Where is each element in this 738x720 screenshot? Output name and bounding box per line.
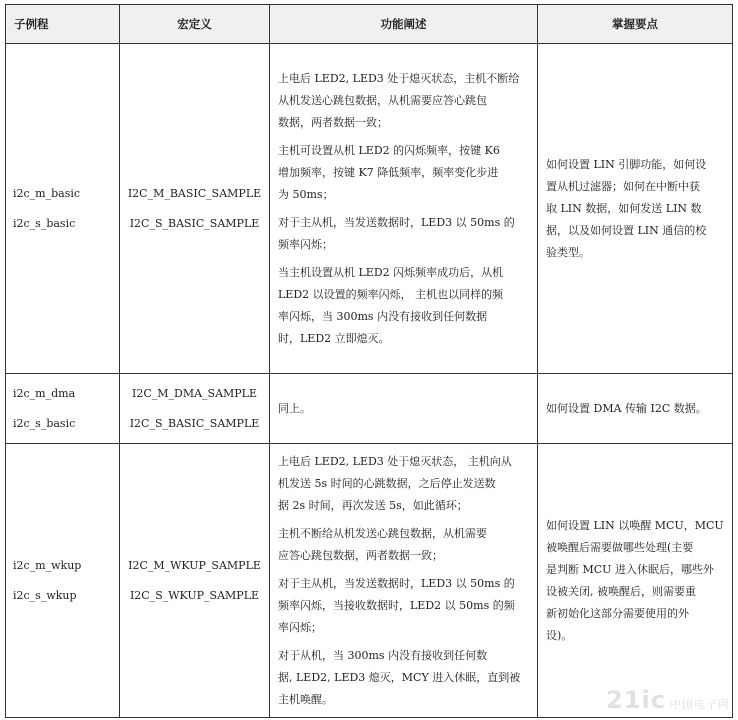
description-line: 率闪烁；: [278, 620, 322, 634]
description-line: 频率闪烁，当接收数据时，LED2 以 50ms 的频: [278, 598, 515, 612]
macro-name: I2C_S_WKUP_SAMPLE: [129, 588, 260, 602]
key-point-line: 如何设置 LIN 以唤醒 MCU，MCU: [546, 518, 724, 532]
watermark-logo: [606, 686, 730, 714]
description-line: 据, LED2, LED3 熄灭，MCY 进入休眠，直到被: [278, 670, 521, 684]
description-line: 当主机设置从机 LED2 闪烁频率成功后，从机: [278, 265, 504, 279]
description-line: 频率闪烁；: [278, 237, 333, 251]
subroutine-name: i2c_m_basic: [13, 186, 81, 200]
description-paragraph: [278, 523, 529, 567]
description-line: 据 2s 时间，再次发送 5s，如此循环；: [278, 498, 468, 512]
key-point-line: 取 LIN 数据，如何发送 LIN 数: [546, 201, 702, 215]
description-line: 对于主从机，当发送数据时，LED3 以 50ms 的: [278, 576, 515, 590]
description-cell: [270, 444, 538, 718]
description-cell: [270, 44, 538, 374]
header-subroutine: 子例程: [6, 5, 120, 44]
description-line: 应答心跳包数据，两者数据一致；: [278, 548, 443, 562]
macro-name: I2C_M_DMA_SAMPLE: [131, 386, 258, 400]
description-line: 时，LED2 立即熄灭。: [278, 331, 390, 345]
description-line: 上电后 LED2, LED3 处于熄灭状态，主机不断给: [278, 71, 520, 85]
description-line: 机发送 5s 时间的心跳数据，之后停止发送数: [278, 476, 496, 490]
description-paragraph: [278, 573, 529, 639]
macro-name: I2C_M_WKUP_SAMPLE: [128, 558, 261, 572]
table-row: [6, 44, 733, 374]
description-line: 从机发送心跳包数据，从机需要应答心跳包: [278, 93, 487, 107]
description-paragraph: [278, 140, 529, 206]
key-point-line: 设被关闭, 被唤醒后，则需要重: [546, 584, 696, 598]
key-points-cell: [538, 374, 733, 444]
description-line: 对于从机，当 300ms 内没有接收到任何数: [278, 648, 488, 662]
subroutine-cell: [6, 44, 120, 374]
table-row: [6, 444, 733, 718]
header-key-points: 掌握要点: [538, 5, 733, 44]
header-row: [6, 5, 733, 44]
key-point-line: 是判断 MCU 进入休眠后，哪些外: [546, 562, 714, 576]
subroutine-cell: [6, 374, 120, 444]
description-cell: [270, 374, 538, 444]
description-paragraph: [278, 212, 529, 256]
macro-name: I2C_M_BASIC_SAMPLE: [127, 186, 262, 200]
header-macro: 宏定义: [120, 5, 270, 44]
description-line: 对于主从机，当发送数据时，LED3 以 50ms 的: [278, 215, 515, 229]
watermark-logo-text: 21ic: [606, 686, 666, 714]
description-line: 为 50ms；: [278, 187, 334, 201]
key-point-line: 置从机过滤器；如何在中断中获: [546, 179, 700, 193]
description-paragraph: [278, 451, 529, 517]
description-line: 主机唤醒。: [278, 692, 333, 706]
description-line: 主机可设置从机 LED2 的闪烁频率，按键 K6: [278, 143, 500, 157]
macro-cell: [120, 44, 270, 374]
key-point-line: 如何设置 LIN 引脚功能，如何设: [546, 157, 707, 171]
description-line: 率闪烁，当 300ms 内没有接收到任何数据: [278, 309, 488, 323]
macro-cell: [120, 444, 270, 718]
key-points-cell: [538, 444, 733, 718]
header-description: 功能阐述: [270, 5, 538, 44]
example-table: [5, 4, 733, 718]
subroutine-cell: [6, 444, 120, 718]
macro-cell: [120, 374, 270, 444]
macro-name: I2C_S_BASIC_SAMPLE: [129, 416, 260, 430]
subroutine-name: i2c_s_basic: [13, 216, 76, 230]
key-point-line: 验类型。: [546, 245, 590, 259]
subroutine-name: i2c_m_wkup: [13, 558, 82, 572]
description-paragraph: [278, 262, 529, 350]
subroutine-name: i2c_s_wkup: [13, 588, 77, 602]
key-point-line: 新初始化这部分需要使用的外: [546, 606, 689, 620]
watermark-text: 中国电子网: [670, 698, 730, 711]
key-point-line: 被唤醒后需要做哪些处理(主要: [546, 540, 694, 554]
key-point-line: 据，以及如何设置 LIN 通信的校: [546, 223, 707, 237]
key-point-line: 如何设置 DMA 传输 I2C 数据。: [546, 401, 707, 415]
description-line: 数据，两者数据一致；: [278, 115, 388, 129]
description-line: 增加频率，按键 K7 降低频率，频率变化步进: [278, 165, 499, 179]
subroutine-name: i2c_m_dma: [13, 386, 76, 400]
macro-name: I2C_S_BASIC_SAMPLE: [129, 216, 260, 230]
description-line: LED2 以设置的频率闪烁， 主机也以同样的频: [278, 287, 504, 301]
key-points-cell: [538, 44, 733, 374]
subroutine-name: i2c_s_basic: [13, 416, 76, 430]
table-row: [6, 374, 733, 444]
description-paragraph: [278, 68, 529, 134]
description-line: 主机不断给从机发送心跳包数据，从机需要: [278, 526, 487, 540]
description-paragraph: [278, 645, 529, 711]
description-line: 同上。: [278, 401, 311, 415]
key-point-line: 设)。: [546, 628, 573, 642]
description-line: 上电后 LED2, LED3 处于熄灭状态， 主机向从: [278, 454, 512, 468]
